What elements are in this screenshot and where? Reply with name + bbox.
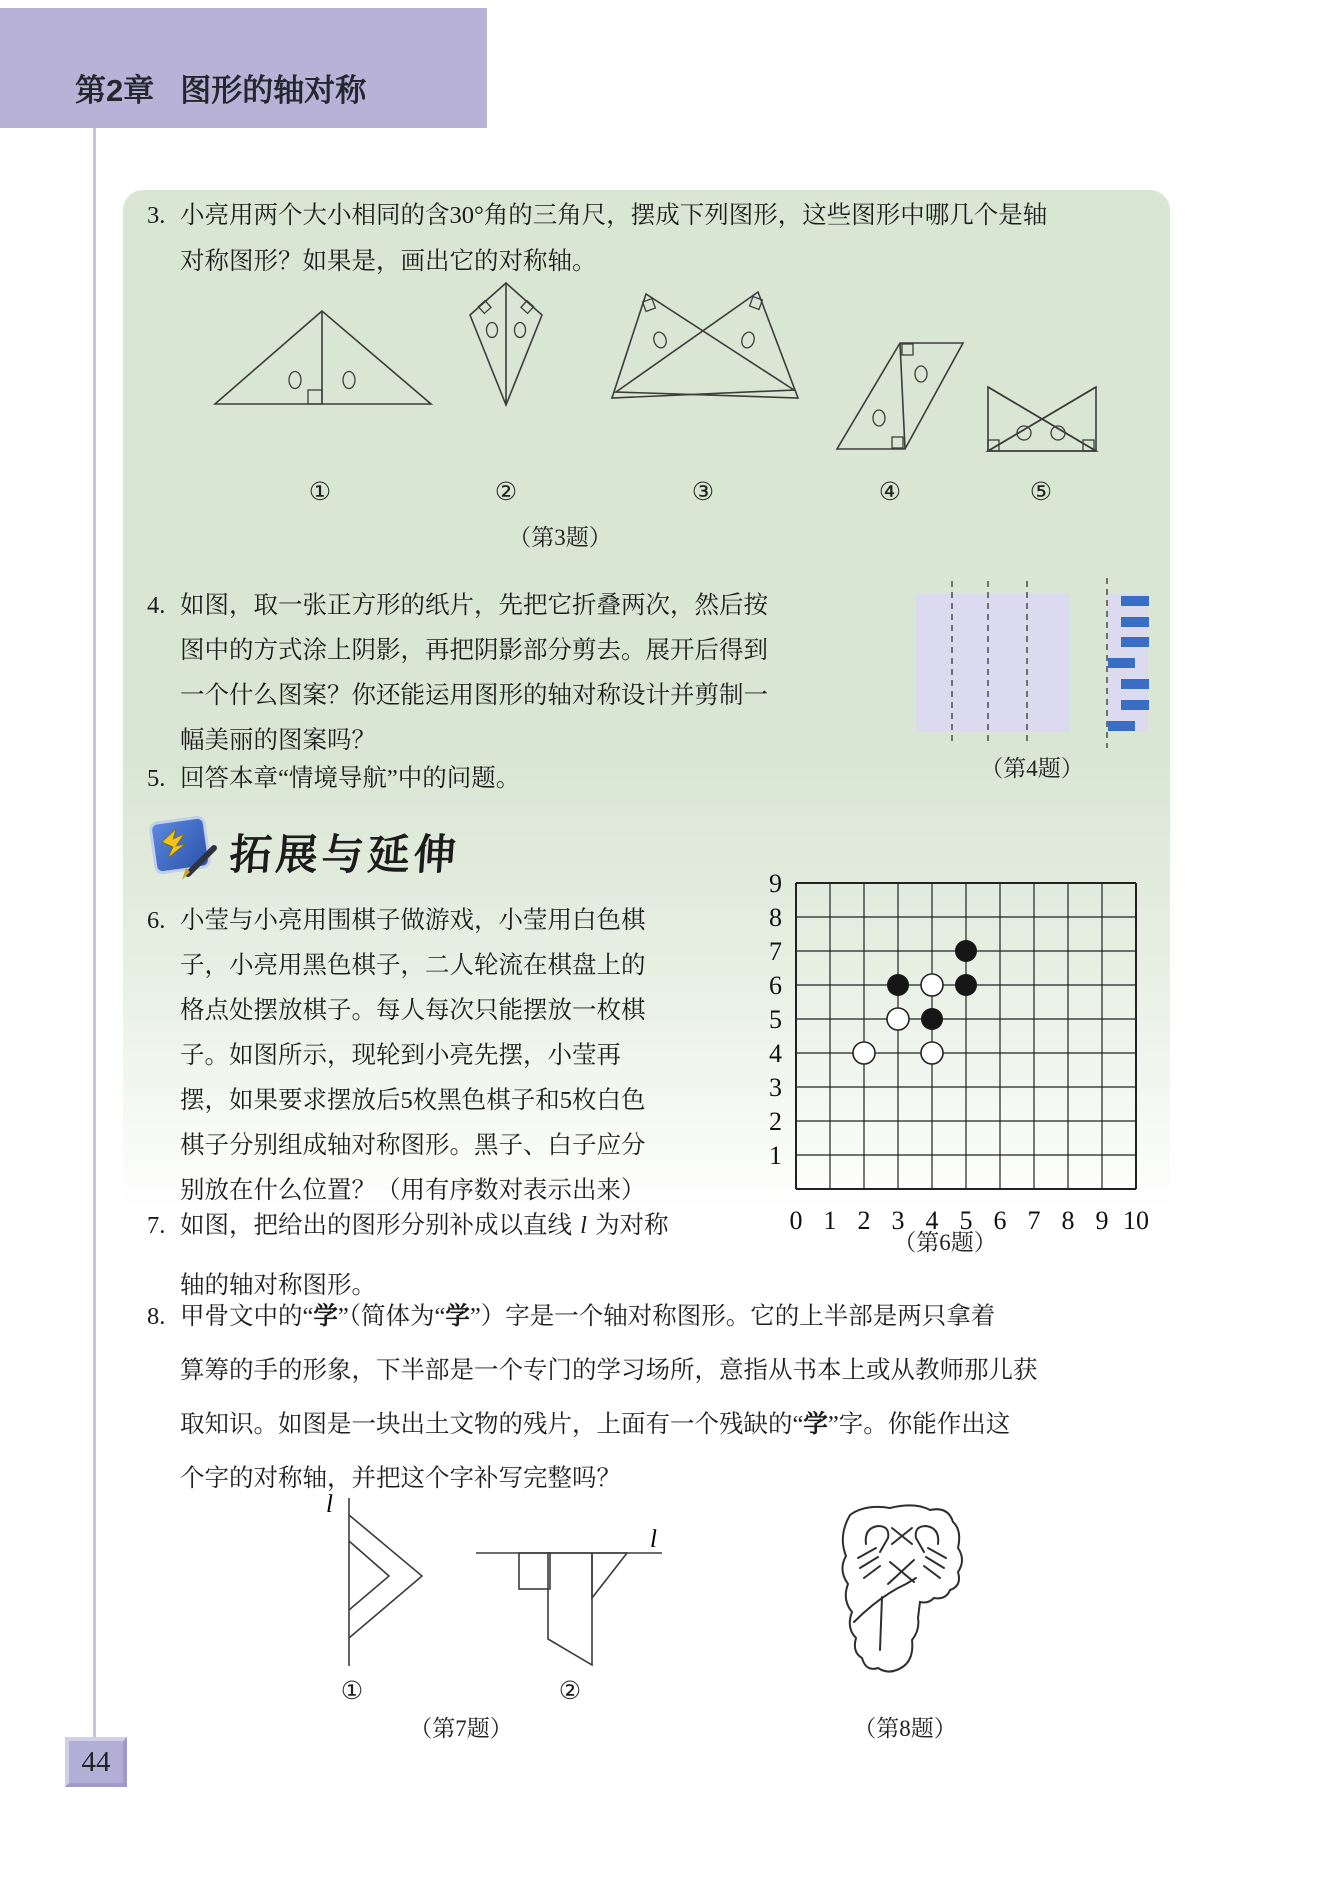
oracle-lower-strokes	[854, 1578, 916, 1650]
problem-8-text: ”（简体为“	[337, 1303, 446, 1330]
x-axis-label: 3	[891, 1206, 905, 1235]
text-line: 别放在什么位置？（用有序数对表示出来）	[180, 1177, 646, 1204]
problem-5	[147, 756, 521, 801]
chapter-title: 图形的轴对称	[180, 73, 367, 108]
problem-8-text: 取知识。如图是一块出土文物的残片，上面有一个残缺的“	[180, 1411, 804, 1438]
oracle-left-fingers	[858, 1548, 880, 1578]
figure-3-1-triangle	[213, 308, 433, 408]
text-line: 子。如图所示，现轮到小亮先摆，小莹再	[180, 1042, 621, 1069]
figure-caption: （第3题）	[508, 525, 612, 550]
text-line: 小亮用两个大小相同的含30°角的三角尺，摆成下列图形，这些图形中哪几个是轴	[180, 202, 1048, 229]
problem-4	[147, 583, 768, 763]
black-stone	[887, 974, 909, 996]
x-axis-label: 7	[1027, 1206, 1041, 1235]
black-stone	[955, 974, 977, 996]
problem-5-number: 5.	[147, 765, 166, 792]
figure-4-paper-folding	[895, 570, 1165, 760]
text-line: 对称图形？如果是，画出它的对称轴。	[180, 248, 597, 275]
problem-7-text-line1	[180, 1196, 669, 1256]
x-axis-label: 4	[925, 1206, 939, 1235]
x-axis-label: 6	[993, 1206, 1007, 1235]
problem-8-text: ”）字是一个轴对称图形。它的上半部是两只拿着	[469, 1303, 996, 1330]
white-stone	[921, 974, 943, 996]
text-line: 子，小亮用黑色棋子，二人轮流在棋盘上的	[180, 952, 646, 979]
text-line: 格点处摆放棋子。每人每次只能摆放一枚棋	[180, 997, 646, 1024]
section-title: 拓展与延伸	[228, 833, 462, 879]
figure-label: ②	[494, 479, 518, 506]
figure-3-4-parallelogram	[835, 340, 965, 454]
text-line: 图中的方式涂上阴影，再把阴影部分剪去。展开后得到	[180, 637, 768, 664]
problem-6-number: 6.	[147, 907, 166, 934]
figure-label: ④	[878, 479, 902, 506]
problem-3-number: 3.	[147, 202, 166, 229]
figure-3-5-bowtie	[986, 385, 1098, 455]
x-axis-label: 0	[789, 1206, 803, 1235]
text-line: 幅美丽的图案吗？	[180, 727, 376, 754]
problem-4-number: 4.	[147, 592, 166, 619]
figure-8-artifact-fragment	[820, 1500, 985, 1685]
problem-7-number: 7.	[147, 1212, 166, 1239]
problem-8-text-line2: 算筹的手的形象，下半部是一个专门的学习场所，意指从书本上或从教师那儿获	[180, 1357, 1038, 1384]
figure-caption: （第7题）	[409, 1716, 513, 1741]
problem-7-text: 为对称	[588, 1212, 669, 1239]
simplified-char: 学	[445, 1303, 470, 1330]
figure-label: ①	[340, 1678, 364, 1705]
chapter-header-bar	[0, 8, 487, 128]
axis-l-label: l	[326, 1491, 333, 1518]
figure-3-3-crossed-triangles	[608, 288, 803, 406]
spine-line	[93, 128, 96, 1737]
y-axis-label: 7	[769, 937, 782, 966]
figure-7-1-chevrons	[270, 1488, 440, 1688]
white-stone	[887, 1008, 909, 1030]
problem-8-text: ”字。你能作出这	[827, 1411, 1011, 1438]
oracle-right-hand	[916, 1526, 939, 1552]
figure-caption: （第4题）	[980, 756, 1084, 781]
problem-8	[147, 1290, 1038, 1506]
x-axis-label: 8	[1061, 1206, 1075, 1235]
x-axis-label: 9	[1095, 1206, 1109, 1235]
paper-square	[916, 594, 1070, 732]
y-axis-label: 6	[769, 971, 782, 1000]
white-stone	[921, 1042, 943, 1064]
x-axis-label: 2	[857, 1206, 871, 1235]
y-axis-label: 9	[769, 869, 782, 898]
y-axis-label: 3	[769, 1073, 782, 1102]
go-board-grid	[740, 862, 1170, 1235]
problem-7-text-line2: 轴的轴对称图形。	[180, 1272, 376, 1299]
page-number-box	[65, 1737, 127, 1787]
problem-3	[147, 193, 1048, 285]
problem-6	[147, 898, 646, 1213]
y-axis-label: 5	[769, 1005, 782, 1034]
oracle-char: 学	[313, 1303, 338, 1330]
extension-section-icon	[146, 810, 222, 886]
y-axis-label: 4	[769, 1039, 782, 1068]
problem-8-text-line4: 个字的对称轴，并把这个字补写完整吗？	[180, 1465, 621, 1492]
problem-8-text-line3	[180, 1398, 1038, 1452]
text-line: 摆，如果要求摆放后5枚黑色棋子和5枚白色	[180, 1087, 646, 1114]
black-stone	[921, 1008, 943, 1030]
y-axis-label: 8	[769, 903, 782, 932]
problem-7-text: 如图，把给出的图形分别补成以直线	[180, 1212, 579, 1239]
text-line: 小莹与小亮用围棋子做游戏，小莹用白色棋	[180, 907, 646, 934]
figure-caption: （第8题）	[853, 1716, 957, 1741]
problem-4-text	[180, 583, 768, 763]
figure-caption: （第6题）	[893, 1230, 997, 1255]
figure-label: ①	[308, 479, 332, 506]
figure-3-2-kite	[468, 281, 544, 407]
figure-label: ③	[691, 479, 715, 506]
problem-6-text	[180, 898, 646, 1213]
problem-8-text: 甲骨文中的“	[180, 1303, 314, 1330]
oracle-right-fingers	[924, 1548, 946, 1578]
line-l-symbol: l	[580, 1212, 587, 1239]
x-axis-label: 10	[1123, 1206, 1149, 1235]
problem-8-text-line1	[180, 1290, 1038, 1344]
oracle-char: 学	[803, 1411, 828, 1438]
figure-label: ⑤	[1029, 479, 1053, 506]
white-stone	[853, 1042, 875, 1064]
oracle-left-hand	[866, 1526, 889, 1552]
oracle-x-upper	[892, 1528, 912, 1544]
chapter-number: 第2章	[75, 73, 155, 108]
figure-label: ②	[558, 1678, 582, 1705]
x-axis-label: 5	[959, 1206, 973, 1235]
axis-l-label: l	[650, 1526, 657, 1553]
x-axis-label: 1	[823, 1206, 837, 1235]
text-line: 棋子分别组成轴对称图形。黑子、白子应分	[180, 1132, 646, 1159]
black-stone	[955, 940, 977, 962]
problem-8-number: 8.	[147, 1303, 166, 1330]
problem-5-text: 回答本章“情境导航”中的问题。	[180, 765, 521, 792]
y-axis-label: 1	[769, 1141, 782, 1170]
text-line: 一个什么图案？你还能运用图形的轴对称设计并剪制一	[180, 682, 768, 709]
figure-7-2-shapes	[470, 1526, 670, 1675]
y-axis-label: 2	[769, 1107, 782, 1136]
problem-3-text	[180, 193, 1047, 285]
text-line: 如图，取一张正方形的纸片，先把它折叠两次，然后按	[180, 592, 768, 619]
page-number: 44	[81, 1745, 111, 1778]
